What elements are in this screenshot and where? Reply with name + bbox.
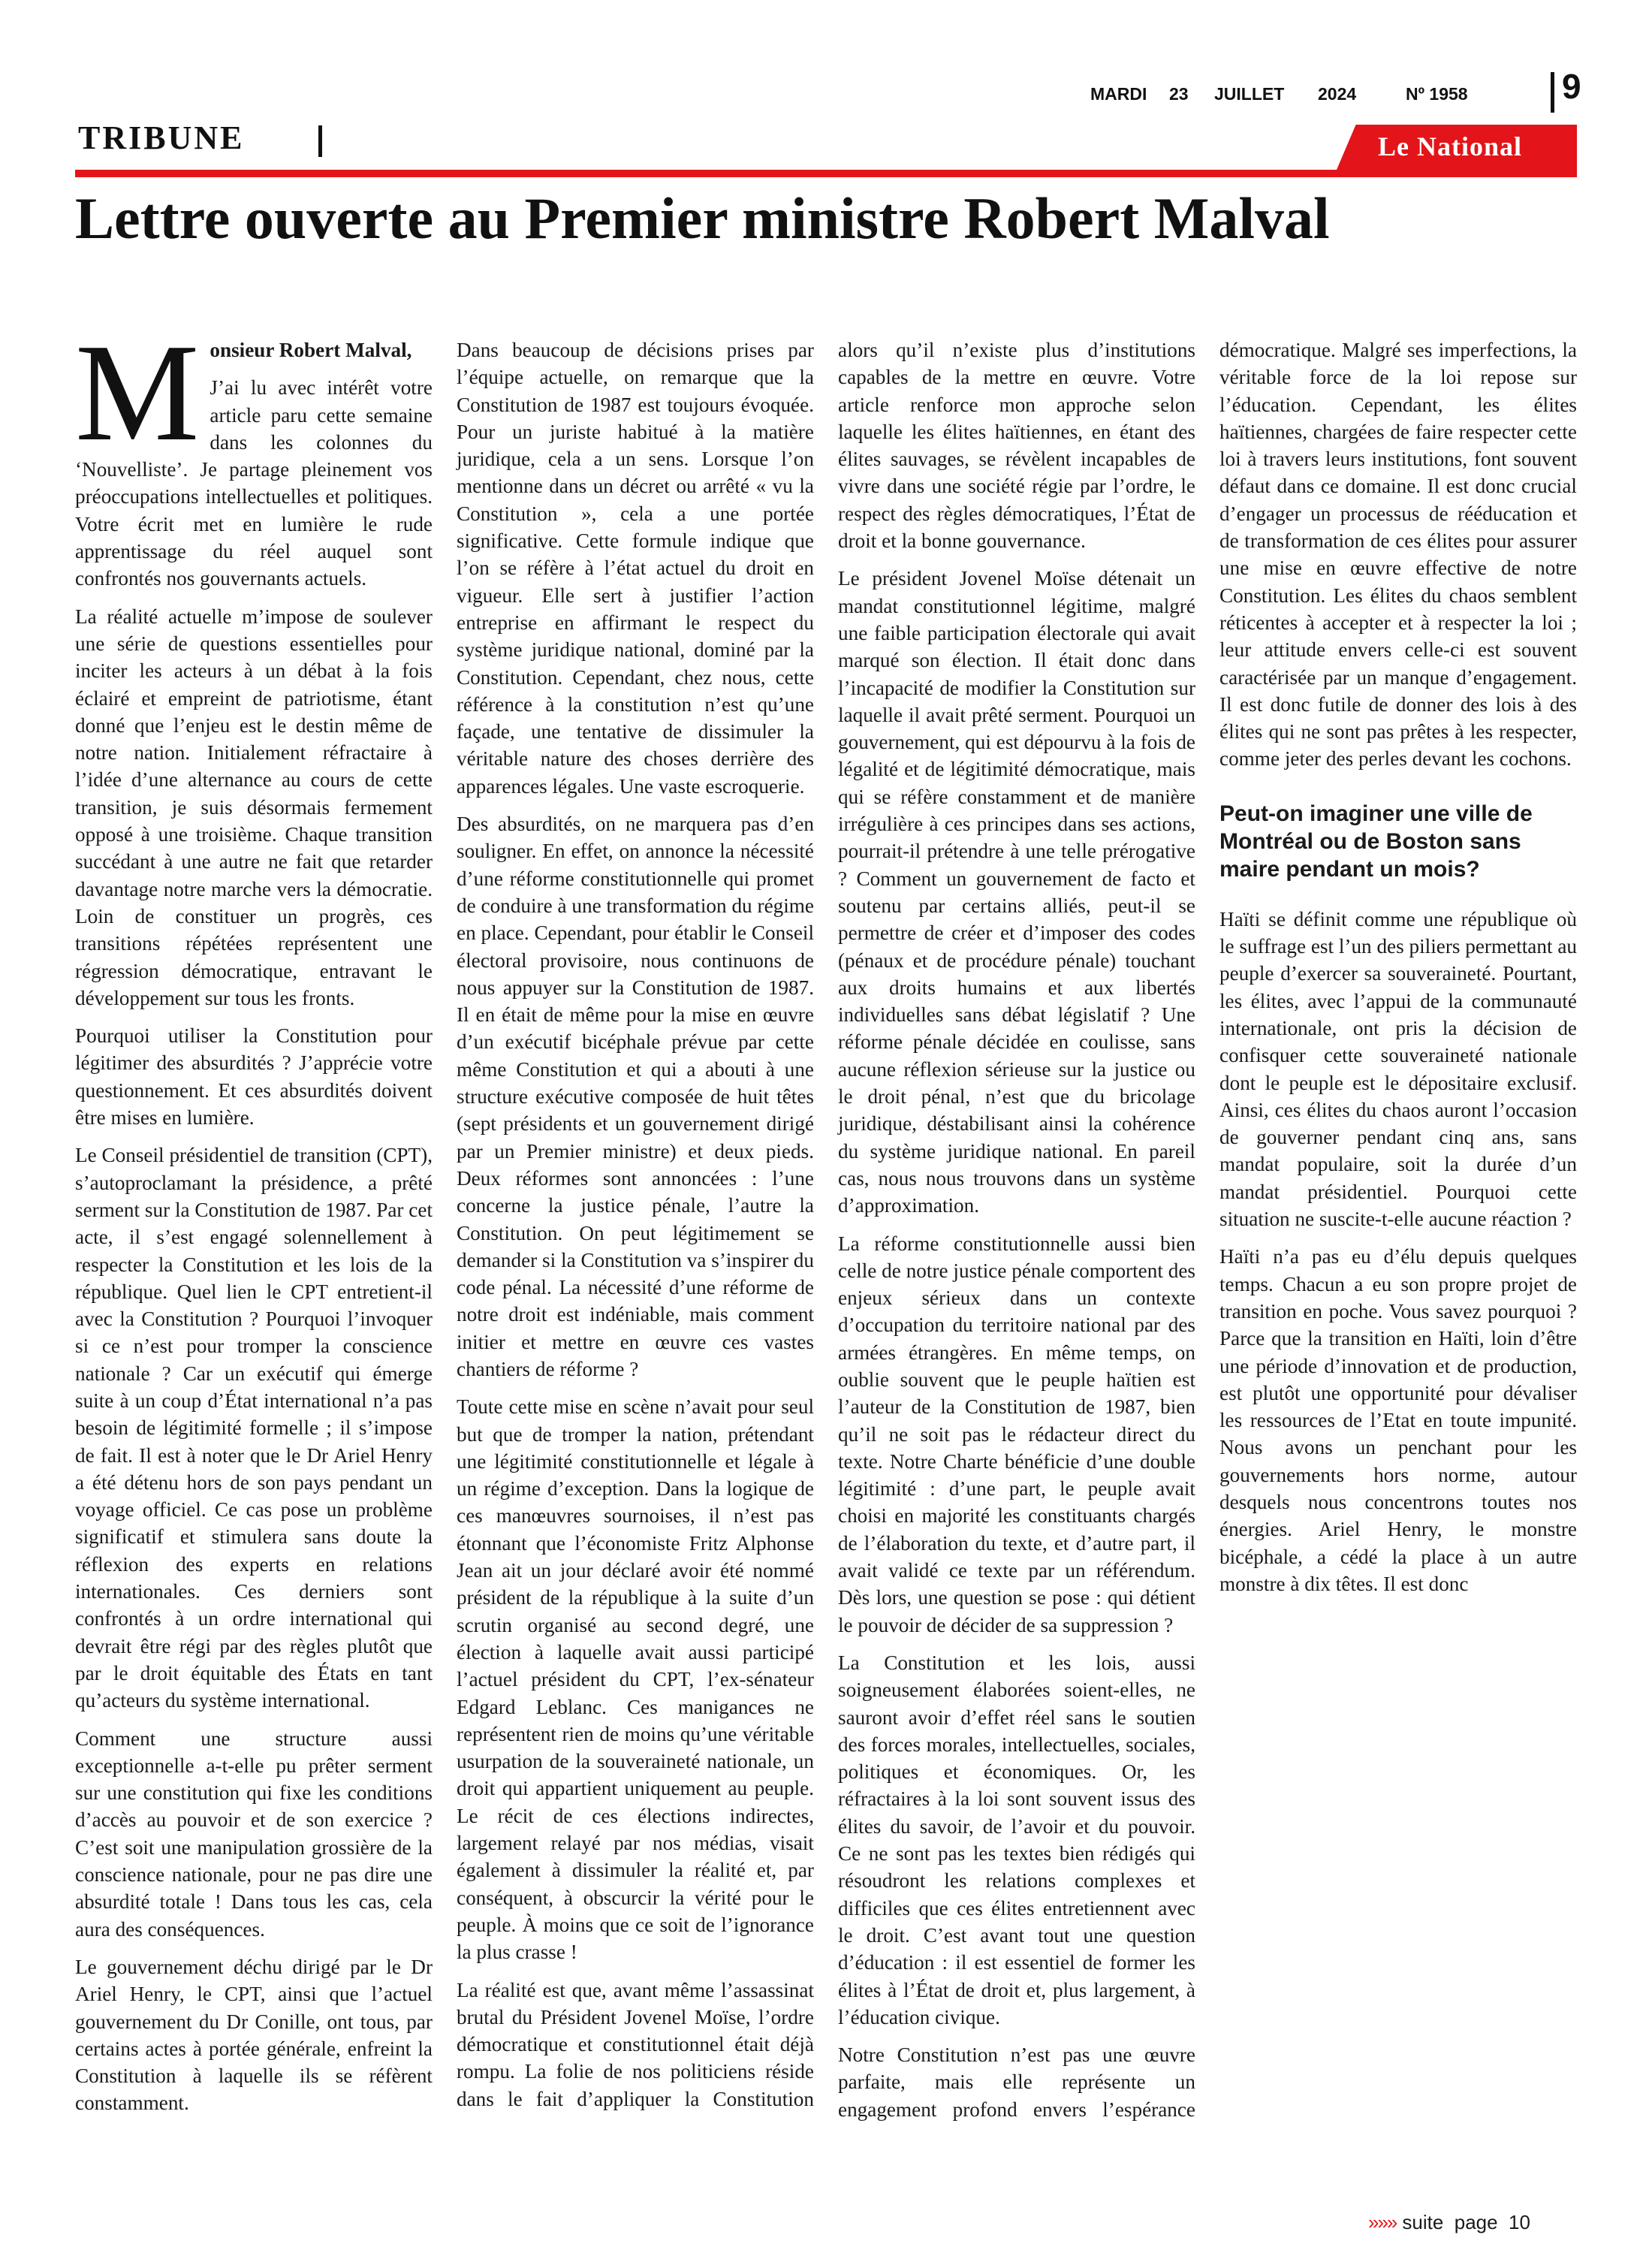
article-subheading: Peut-on imaginer une ville de Montréal ou de Boston sans maire pendant un mois? [1219, 801, 1533, 882]
section-divider [318, 125, 322, 157]
continue-label: suite page 10 [1402, 2211, 1530, 2233]
page-number: 9 [1562, 67, 1581, 106]
dateline-month: JUILLET [1214, 84, 1285, 104]
article-paragraph: La réforme constitutionnelle aussi bien celle de notre justice pénale comportent des enjeux sérieux dans un contexte d’occupation du territoire national par des armées étrangères. En même temps, on oublie souvent que le peuple haïtien est l’auteur de la Constitution de 1987, bien qu’il ne soit pas le rédacteur direct du texte. Notre Charte bénéficie d’une double légitimité : d’une part, le peuple avait choisi en majorité les constituants chargés de l’élaboration du texte, et d’autre part, il avait validé ce texte par un référendum. Dès lors, une question se pose : qui détient le pouvoir de décider de sa suppression ? [838, 1232, 1195, 1636]
section-label: TRIBUNE [78, 119, 245, 156]
article-paragraph: Des absurdités, on ne marquera pas d’en souligner. En effet, on annonce la nécessité d’une réforme constitutionnelle qui promet de conduire à une transformation du régime en place. Cependant, pour établir le Conseil électoral provisoire, nous continuons de nous appuyer sur la Constitution de 1987. Il en était de même pour la mise en œuvre d’un exécutif bicéphale prévue par cette même Constitution et qui a abouti à une structure exécutive composée de huit têtes (sept présidents et un gouvernement dirigé par un Premier ministre) et deux pieds. Deux réformes sont annoncées : l’une concerne la justice pénale, l’autre la Constitution. On peut légitimement se demander si la Constitution va s’inspirer du code pénal. La nécessité d’une réforme de notre droit est indéniable, mais comment initier et mettre en œuvre ces vastes chantiers de réforme ? [457, 813, 814, 1380]
article-paragraph: Haïti n’a pas eu d’élu depuis quelques temps. Chacun a eu son propre projet de transition en poche. Vous savez pourquoi ? Parce que la transition en Haïti, loin d’être une période d’innovation et de production, est plutôt une opportunité pour dévaliser les ressources de l’Etat en toute impunité. Nous avons un penchant pour les gouvernements hors norme, autour desquels nous concentrons toutes nos énergies. Ariel Henry, le monstre bicéphale, a cédé la place à un autre monstre à dix têtes. Il est donc [1219, 1245, 1577, 1595]
page-number-divider [1551, 72, 1554, 113]
publication-name: Le National [1378, 131, 1523, 161]
article-paragraph: La Constitution et les lois, aussi soigneusement élaborées soient-elles, ne sauront avoir d’effet réel sans le soutien des forces morales, intellectuelles, sociales, politiques et économiques. Or, les réfractaires à la loi sont souvent issus des élites du savoir, de l’avoir et du pouvoir. Ce ne sont pas les textes bien rédigés qui résoudront les relations complexes et difficiles que ces élites entretiennent avec le droit. C’est avant tout une question d’éducation : il est essentiel de former les élites à l’État de droit et, plus largement, à l’éducation civique. [838, 1651, 1195, 2028]
salutation: onsieur Robert Malval, [210, 339, 412, 361]
article-paragraph: Le Conseil présidentiel de transition (CPT), s’autoproclamant la présidence, a prêté serment sur la Constitution de 1987. Par cet acte, il s’est engagé solennellement à respecter la Constitution et les lois de la république. Quel lien le CPT entretient-il avec la Constitution ? Pourquoi l’invoquer si ce n’est pour tromper la conscience nationale ? Car un exécutif qui émerge suite à un coup d’État international n’a pas besoin de légitimité formelle ; il s’impose de fait. Il est à noter que le Dr Ariel Henry a été détenu hors de son pays pendant un voyage officiel. Ce cas pose un problème significatif et stimulera sans doute la réflexion des experts en relations internationales. Ces derniers sont confrontés à un ordre international qui devrait être régi par des règles plutôt que par le droit équitable des États en tant qu’acteurs du système international. [75, 1144, 433, 1712]
article-paragraph: Comment une structure aussi exceptionnelle a-t-elle pu prêter serment sur une constitution qui fixe les conditions d’accès au pouvoir et de son exercice ? C’est soit une manipulation grossière de la conscience nationale, pour ne pas dire une absurdité totale ! Dans tous les cas, cela aura des conséquences. [75, 1727, 433, 1941]
article-body [75, 315, 1577, 2139]
drop-cap: M [75, 315, 200, 470]
article-paragraph: Notre Constitution n’est pas une œuvre parfaite, mais elle représente un engagement profond envers l’espérance démocratique. Malgré ses imperfections, la véritable force de la loi repose sur l’éducation. Cependant, les élites haïtiennes, chargées de faire respecter cette loi à travers leurs institutions, font souvent défaut dans ce domaine. Il est donc crucial d’engager un processus de rééducation et de transformation de ces élites pour assurer une mise en œuvre effective de notre Constitution. Les élites du chaos semblent réticentes à accepter et à respecter la loi ; leur attitude envers celle-ci est souvent caractérisée par un manque d’engagement. Il est donc futile de donner des lois à des élites qui ne sont pas prêtes à les respecter, comme jeter des perles devant les cochons. [838, 339, 1577, 2121]
article-opening [75, 315, 433, 470]
dateline-date: 23 [1169, 84, 1189, 104]
article-headline: Lettre ouverte au Premier ministre Robert Malval [75, 185, 1330, 251]
article-paragraph: J’ai lu avec intérêt votre article paru cette semaine dans les colonnes du ‘Nouvelliste’. Je partage pleinement vos préoccupations intellectuelles et politiques. Votre écrit met en lumière le rude apprentissage du réel auquel sont confrontés nos gouvernants actuels. [75, 376, 433, 590]
article-paragraph: Le président Jovenel Moïse détenait un mandat constitutionnel légitime, malgré une faible participation électorale qui avait marqué son élection. Il était donc dans l’incapacité de modifier la Constitution sur laquelle il avait prêté serment. Pourquoi un gouvernement, qui est dépourvu à la fois de légalité et de légitimité démocratique, mais qui se réfère constamment et de manière irrégulière à ces principes dans ses actions, pourrait-il prétendre à une telle prérogative ? Comment un gouvernement de facto et soutenu par certains alliés, peut-il se permettre de créer et d’imposer des codes (pénaux et de procédure pénale) touchant aux droits humains et aux libertés individuelles sans débat législatif ? Une réforme pénale décidée en coulisse, sans aucune réflexion sérieuse sur la justice ou le droit pénal, n’est que du bricolage juridique, déstabilisant ainsi la cohérence du système juridique national. En pareil cas, nous nous trouvons dans un système d’approximation. [838, 567, 1195, 1217]
issue-dateline [1090, 75, 1541, 113]
article-paragraph: Toute cette mise en scène n’avait pour seul but que de tromper la nation, prétendant une légitimité constitutionnelle et légale à un régime d’exception. Dans la logique de ces manœuvres sournoises, il n’est pas étonnant que l’économiste Fritz Alphonse Jean ait un jour déclaré avoir été nommé président de la république à la suite d’un scrutin organisé au second degré, une élection à laquelle avait aussi participé l’actuel président du CPT, l’ex-sénateur Edgard Leblanc. Ces manigances ne représentent rien de moins qu’une véritable usurpation de la souveraineté nationale, un droit qui appartient uniquement au peuple. Le récit de ces élections indirectes, largement relayé par nos médias, visait également à dissimuler la réalité et, par conséquent, à obscurcir la vérité pour le peuple. À moins que ce soit de l’ignorance la plus crasse ! [457, 1395, 814, 1964]
dateline-year: 2024 [1318, 84, 1357, 104]
continue-arrows-icon: »»» [1368, 2211, 1397, 2233]
article-paragraph: La réalité actuelle m’impose de soulever une série de questions essentielles pour inciter les acteurs à un débat à la fois éclairé et empreint de patriotisme, étant donné que l’enjeu est le destin même de notre nation. Initialement réfractaire à l’idée d’une alternance au cours de cette transition, je suis désormais fermement opposé à une troisième. Chaque transition succédant à une autre ne fait que retarder davantage notre marche vers la démocratie. Loin de constituer un progrès, ces transitions répétées représentent une régression démocratique, entravant le développement sur tous les fronts. [75, 605, 433, 1009]
article-paragraph: Dans beaucoup de décisions prises par l’équipe actuelle, on remarque que la Constitution de 1987 est toujours évoquée. Pour un juriste habitué à la matière juridique, cela a un sens. Lorsque l’on mentionne dans un décret ou arrêté « vu la Constitution », cela a une portée significative. Cette formule indique que l’on se réfère à l’état actuel du droit en vigueur. Elle sert à justifier l’action entreprise en affirmant le respect du système juridique national, dominé par la Constitution. Cependant, chez nous, cette référence à la constitution n’est qu’une façade, une tentative de dissimuler la véritable nature des choses derrière des apparences légales. Une vaste escroquerie. [457, 339, 814, 798]
header-rule [75, 170, 1577, 177]
continued-on-page[interactable] [1368, 2211, 1530, 2234]
article-paragraph: Le gouvernement déchu dirigé par le Dr Ariel Henry, le CPT, ainsi que l’actuel gouvernement du Dr Conille, ont tous, par certains actes à portée générale, enfreint la Constitution à laquelle ils se réfèrent constamment. [75, 1955, 433, 2115]
dateline-day: MARDI [1090, 84, 1147, 104]
issue-number: Nº 1958 [1406, 84, 1468, 104]
article-paragraph: Pourquoi utiliser la Constitution pour légitimer des absurdités ? J’apprécie votre questionnement. Et ces absurdités doivent être mises en lumière. [75, 1024, 433, 1130]
article-paragraph: La réalité est que, avant même l’assassinat brutal du Président Jovenel Moïse, l’ordre démocratique et constitutionnel était déjà rompu. La folie de nos politiciens réside dans le fait d’appliquer la Constitution alors qu’il n’existe plus d’institutions capables de la mettre en œuvre. Votre article renforce mon approche selon laquelle les élites haïtiennes, en étant des élites sauvages, se révèlent incapables de vivre dans une société régie par l’ordre, le respect des règles démocratiques, l’État de droit et la bonne gouvernance. [457, 339, 1195, 2110]
article-paragraph: Haïti se définit comme une république où le suffrage est l’un des piliers permettant au peuple d’exercer sa souveraineté. Pourtant, les élites, avec l’appui de la communauté internationale, ont pris la décision de confisquer cette souveraineté nationale dont le peuple est le dépositaire exclusif. Ainsi, ces élites du chaos auront l’occasion de gouverner pendant cinq ans, sans mandat populaire, soit la durée d’un mandat présidentiel. Pourquoi cette situation ne suscite-t-elle aucune réaction ? [1219, 907, 1577, 1231]
